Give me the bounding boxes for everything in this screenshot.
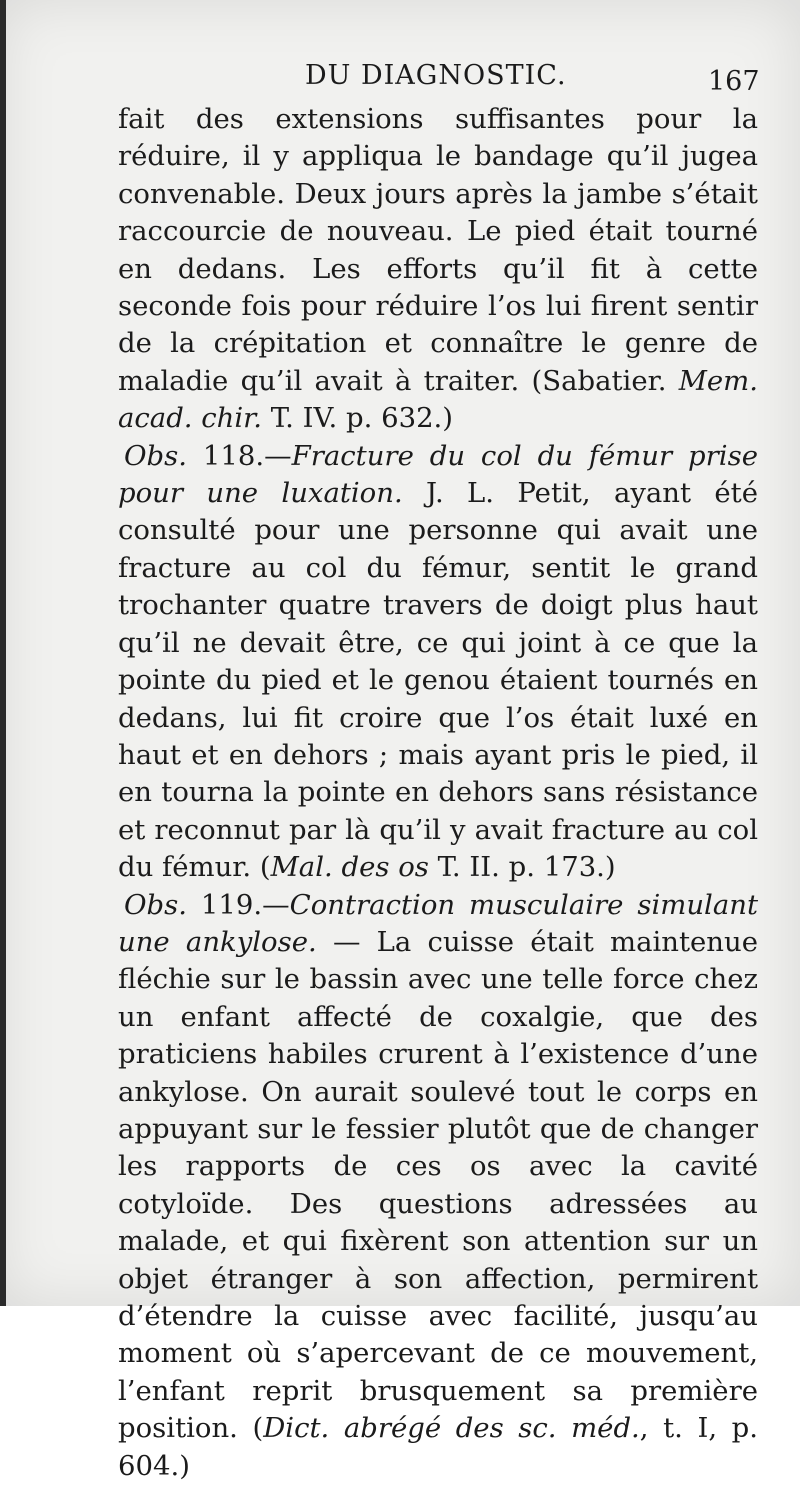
paragraph-text: — La cuisse était maintenue fléchie sur le bassin avec une telle force chez un enfant affecté de coxalgie, que des praticiens habiles crurent à l’existence d’une ankylose. On aurait soulevé tout le corps en appuyant sur le fessier plutôt que de changer les rapports de ces os avec la cavité cotyloïde. Des questions adressées au malade, et qui fixèrent son attention sur un objet étranger à son affection, permirent d’étendre la cuisse avec facilité, jusqu’au moment où s’apercevant de ce mouvement, l’enfant reprit brusquement sa première position. ( xyxy=(118,925,758,1445)
citation-title: Dict. abrégé des sc. méd. xyxy=(263,1412,640,1445)
observation-118 xyxy=(118,438,758,887)
page-header xyxy=(0,60,800,100)
page-edge-shadow xyxy=(0,0,6,1306)
observation-label: Obs. xyxy=(124,888,188,921)
page-number: 167 xyxy=(708,66,760,97)
citation-reference: T. II. p. 173.) xyxy=(428,851,616,884)
citation-reference: , t. I, p. 604.) xyxy=(118,1412,758,1482)
observation-title: Contraction musculaire simulant une ankylose. xyxy=(118,888,758,958)
paragraph-text: J. L. Petit, ayant été consulté pour une personne qui avait une fracture au col du fémur, sentit le grand trochanter quatre travers de doigt plus haut qu’il ne devait être, ce qui joint à ce que la pointe du pied et le genou étaient tournés en dedans, lui fit croire que l’os était luxé en haut et en dehors ; mais ayant pris le pied, il en tourna la pointe en dehors sans résistance et reconnut par là qu’il y avait fracture au col du fémur. ( xyxy=(118,477,758,884)
observation-label: Obs. xyxy=(124,439,188,472)
observation-number: 119.— xyxy=(187,888,290,921)
running-head: DU DIAGNOSTIC. xyxy=(305,60,567,91)
paragraph-text: fait des extensions suffisantes pour la réduire, il y appliqua le bandage qu’il jugea convenable. Deux jours après la jambe s’était raccourcie de nouveau. Le pied était tourné en dedans. Les efforts qu’il fit à cette seconde fois pour réduire l’os lui firent sentir de la crépitation et connaître le genre de maladie qu’il avait à traiter. (Sabatier. xyxy=(118,103,758,397)
observation-119 xyxy=(118,887,758,1485)
citation-title: Mem. acad. chir. xyxy=(118,364,758,435)
observation-title: Fracture du col du fémur prise pour une luxation. xyxy=(118,439,758,510)
body-text xyxy=(118,101,758,1485)
citation-reference: T. IV. p. 632.) xyxy=(262,402,454,435)
paragraph-continuation xyxy=(118,101,758,438)
observation-number: 118.— xyxy=(187,439,292,472)
citation-title: Mal. des os xyxy=(270,851,429,884)
